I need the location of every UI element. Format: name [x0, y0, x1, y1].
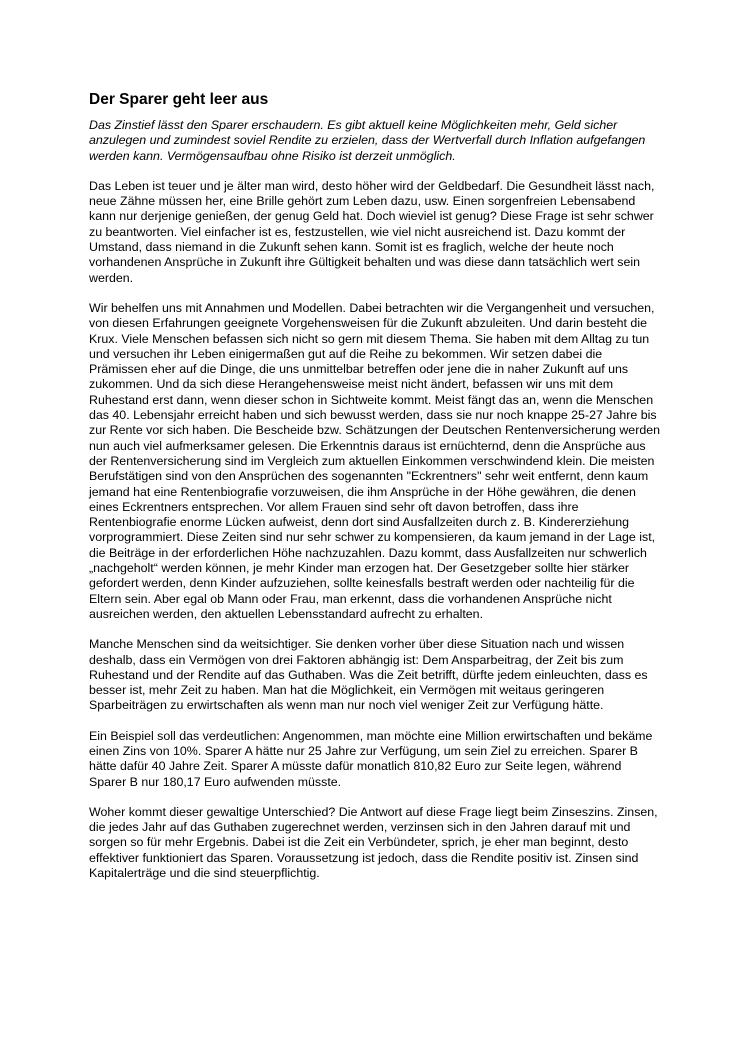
- body-paragraph-1: Das Leben ist teuer und je älter man wird, desto höher wird der Geldbedarf. Die Gesundheit lässt nach, neue Zähne müssen her, eine Brille gehört zum Leben dazu, usw. Einen sorgenfreien Lebensabend kann nur derjenige genießen, der genug Geld hat. Doch wieviel ist genug? Diese Frage ist sehr schwer zu beantworten. Viel einfacher ist es, festzustellen, wie viel nicht ausreichend ist. Dazu kommt der Umstand, dass niemand in die Zukunft sehen kann. Somit ist es fraglich, welche der heute noch vorhandenen Ansprüche in Zukunft ihre Gültigkeit behalten und was diese dann tatsächlich wert sein werden.: [89, 178, 655, 285]
- body-paragraph-5: Woher kommt dieser gewaltige Unterschied? Die Antwort auf diese Frage liegt beim Zinseszins. Zinsen, die jedes Jahr auf das Guthaben zugerechnet werden, verzinsen sich in den Jahren darauf mit und sorgen so für mehr Ergebnis. Dabei ist die Zeit ein Verbündeter, sprich, je eher man beginnt, desto effektiver funktioniert das Sparen. Voraussetzung ist jedoch, dass die Rendite positiv ist. Zinsen sind Kapitalerträge und die sind steuerpflichtig.: [89, 804, 658, 881]
- body-paragraph-2: Wir behelfen uns mit Annahmen und Modellen. Dabei betrachten wir die Vergangenheit und versuchen, von diesen Erfahrungen geeignete Vorgehensweisen für die Zukunft abzuleiten. Und darin besteht die Krux. Viele Menschen befassen sich nicht so gern mit diesem Thema. Sie haben mit dem Alltag zu tun und versuchen ihr Leben einigermaßen gut auf die Reihe zu bekommen. Wir setzen dabei die Prämissen eher auf die Dinge, die uns unmittelbar betreffen oder jene die in naher Zukunft auf uns zukommen. Und da sich diese Herangehensweise meist nicht ändert, befassen wir uns mit dem Ruhestand erst dann, wenn dieser schon in Sichtweite kommt. Meist fängt das an, wenn die Menschen das 40. Lebensjahr erreicht haben und sich bewusst werden, dass sie nur noch knappe 25-27 Jahre bis zur Rente vor sich haben. Die Bescheide bzw. Schätzungen der Deutschen Rentenversicherung werden nun auch viel aufmerksamer gelesen. Die Erkenntnis daraus ist ernüchternd, denn die Ansprüche aus der Rentenversicherung sind im Vergleich zum aktuellen Einkommen verschwindend klein. Die meisten Berufstätigen sind von den Ansprüchen des sogenannten "Eckrentners" sehr weit entfernt, denn kaum jemand hat eine Rentenbiografie vorzuweisen, die ihm Ansprüche in der Höhe gewähren, die denen eines Eckrentners entsprechen. Vor allem Frauen sind sehr oft davon betroffen, dass ihre Rentenbiografie enorme Lücken aufweist, denn dort sind Ausfallzeiten durch z. B. Kindererziehung vorprogrammiert. Diese Zeiten sind nur sehr schwer zu kompensieren, da kaum jemand in der Lage ist, die Beiträge in der erforderlichen Höhe nachzuzahlen. Dazu kommt, dass Ausfallzeiten nur schwerlich „nachgeholt“ werden können, je mehr Kinder man erzogen hat. Der Gesetzgeber sollte hier stärker gefordert werden, denn Kinder aufzuziehen, sollte keinesfalls bestraft werden oder nachteilig für die Eltern sein. Aber egal ob Mann oder Frau, man erkennt, dass die vorhandenen Ansprüche nicht ausreichen werden, den aktuellen Lebensstandard aufrecht zu erhalten.: [89, 300, 660, 621]
- document-title: Der Sparer geht leer aus: [89, 91, 269, 108]
- lead-paragraph: Das Zinstief lässt den Sparer erschaudern. Es gibt aktuell keine Möglichkeiten mehr, Geld sicher anzulegen und zumindest soviel Rendite zu erzielen, dass der Wertverfall durch Inflation aufgefangen werden kann. Vermögensaufbau ohne Risiko ist derzeit unmöglich.: [89, 118, 646, 163]
- document-page: [89, 90, 661, 896]
- body-paragraph-3: Manche Menschen sind da weitsichtiger. Sie denken vorher über diese Situation nach und wissen deshalb, dass ein Vermögen von drei Faktoren abhängig ist: Dem Ansparbeitrag, der Zeit bis zum Ruhestand und der Rendite auf das Guthaben. Was die Zeit betrifft, dürfte jedem einleuchten, dass es besser ist, mehr Zeit zu haben. Man hat die Möglichkeit, ein Vermögen mit weitaus geringeren Sparbeiträgen zu erwirtschaften als wenn man nur noch viel weniger Zeit zur Verfügung hätte.: [89, 637, 648, 713]
- body-paragraph-4: Ein Beispiel soll das verdeutlichen: Angenommen, man möchte eine Million erwirtschaften und bekäme einen Zins von 10%. Sparer A hätte nur 25 Jahre zur Verfügung, um sein Ziel zu erreichen. Sparer B hätte dafür 40 Jahre Zeit. Sparer A müsste dafür monatlich 810,82 Euro zur Seite legen, während Sparer B nur 180,17 Euro aufwenden müsste.: [89, 728, 653, 789]
